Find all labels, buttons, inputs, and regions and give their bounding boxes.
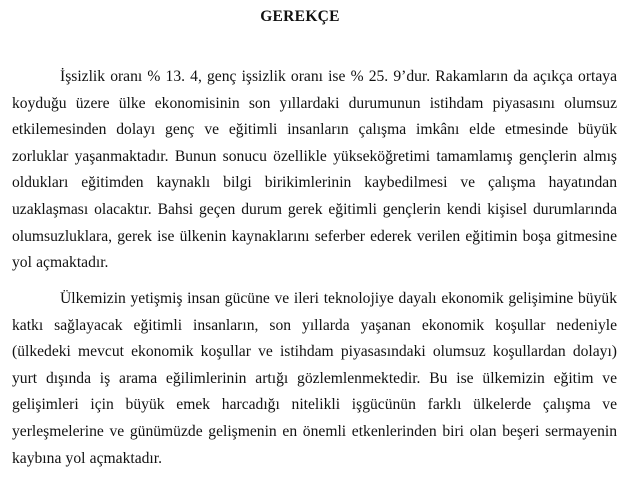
document-title: GEREKÇE <box>260 8 340 25</box>
paragraph-1: İşsizlik oranı % 13. 4, genç işsizlik oranı ise % 25. 9’dur. Rakamların da açıkça ortaya koyduğu üzere ülke ekonomisinin son yıllardaki durumunun istihdam piyasasını olumsuz etkilemesinden dolayı genç ve eğitimli insanların çalışma imkânı elde etmesinde büyük zorluklar yaşanmaktadır. Bunun sonucu özellikle yükseköğretimi tamamlamış gençlerin almış oldukları eğitimden kaynaklı bilgi birikimlerinin kaybedilmesi ve çalışma hayatından uzaklaşması olacaktır. Bahsi geçen durum gerek eğitimli gençlerin kendi kişisel durumlarında olumsuzluklara, gerek ise ülkenin kaynaklarını seferber ederek verilen eğitimin boşa gitmesine yol açmaktadır. <box>12 68 617 272</box>
paragraph-2: Ülkemizin yetişmiş insan gücüne ve ileri teknolojiye dayalı ekonomik gelişimine büyük katkı sağlayacak eğitimli insanların, son yıllarda yaşanan ekonomik koşullar nedeniyle (ülkedeki mevcut ekonomik koşullar ve istihdam piyasasındaki olumsuz koşullardan dolayı) yurt dışında iş arama eğilimlerinin artığı gözlemlenmektedir. Bu ise ülkemizin eğitim ve gelişimleri için büyük emek harcadığı nitelikli işgücünün farklı ülkelerde çalışma ve yerleşmelerine ve günümüzde gelişmenin en önemli etkenlerinden biri olan beşeri sermayenin kaybına yol açmaktadır. <box>12 290 617 467</box>
